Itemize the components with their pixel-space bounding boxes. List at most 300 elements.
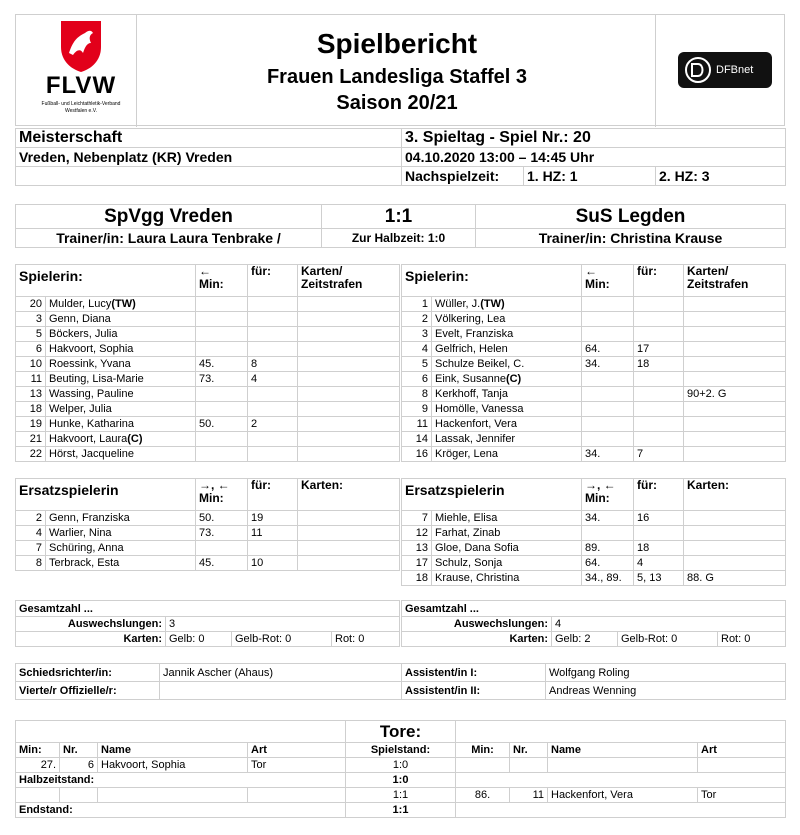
player-name-text: Krause, Christina: [435, 572, 520, 584]
assistant1-label: Assistent/in I:: [402, 664, 546, 682]
player-name-text: Hakvoort, Laura: [49, 433, 128, 445]
player-name: [46, 357, 196, 372]
player-number: 20: [16, 297, 46, 312]
season-title: Saison 20/21: [336, 92, 458, 114]
player-name-text: Hunke, Katharina: [49, 418, 134, 430]
goal-scorer-away: Hackenfort, Vera: [548, 788, 698, 803]
sub-for: [248, 342, 298, 357]
sub-for: [634, 387, 684, 402]
player-name: [46, 297, 196, 312]
goal-scorer: [98, 788, 248, 803]
home-trainer: Trainer/in: Laura Laura Tenbrake /: [16, 229, 322, 248]
timepenalty-label: Zeitstrafen: [687, 277, 749, 291]
cards: [298, 511, 400, 526]
cards: [684, 556, 786, 571]
goal-type: Tor: [248, 758, 346, 773]
final-spacer: [456, 803, 786, 818]
player-name: [432, 556, 582, 571]
player-name-text: Mulder, Lucy: [49, 298, 112, 310]
home-yellowred: Gelb-Rot: 0: [232, 632, 332, 647]
cards: [298, 432, 400, 447]
goals-title: Tore:: [346, 721, 456, 743]
cards: [298, 372, 400, 387]
assistant1-name: Wolfgang Roling: [546, 664, 786, 682]
goal-number: [60, 788, 98, 803]
sub-for: 11: [248, 526, 298, 541]
away-subs-header: Ersatzspielerin: [402, 479, 582, 511]
home-cards-label: Karten:: [16, 632, 166, 647]
player-number: 6: [16, 342, 46, 357]
sub-for: [634, 372, 684, 387]
goal-minute-away: [456, 758, 510, 773]
goal-scorer-away: [548, 758, 698, 773]
player-number: 18: [16, 402, 46, 417]
cards: [298, 447, 400, 462]
away-goal-art-header: Art: [698, 743, 786, 758]
goal-type-away: [698, 758, 786, 773]
player-number: 2: [402, 312, 432, 327]
cards: [298, 541, 400, 556]
away-cards-label: Karten:: [402, 632, 552, 647]
cards: [298, 417, 400, 432]
cards: [298, 387, 400, 402]
goal-type-away: Tor: [698, 788, 786, 803]
table-row: [402, 571, 786, 586]
sub-for: 4: [248, 372, 298, 387]
player-name: [432, 312, 582, 327]
sub-arrows-icon: →, ←: [585, 478, 616, 492]
halftime-spacer: [456, 773, 786, 788]
home-subs-header: Ersatzspielerin: [16, 479, 196, 511]
sub-minute: [196, 387, 248, 402]
goal-minute-away: 86.: [456, 788, 510, 803]
flvw-subtitle-2: Westfalen e.V.: [65, 108, 97, 114]
home-red: Rot: 0: [332, 632, 400, 647]
player-name: [46, 556, 196, 571]
sub-for: [634, 312, 684, 327]
table-row: [402, 417, 786, 432]
sub-minute: 34., 89.: [582, 571, 634, 586]
sub-for: [634, 432, 684, 447]
player-name-text: Eink, Susanne: [435, 373, 506, 385]
player-number: 22: [16, 447, 46, 462]
sub-for: 18: [634, 541, 684, 556]
sub-for: 8: [248, 357, 298, 372]
player-number: 2: [16, 511, 46, 526]
player-name: [46, 432, 196, 447]
min-label: Min:: [199, 277, 224, 291]
sub-minute: [582, 526, 634, 541]
cards: [298, 342, 400, 357]
sub-for: [634, 526, 684, 541]
player-number: 7: [402, 511, 432, 526]
player-number: 4: [402, 342, 432, 357]
timepenalty-label: Zeitstrafen: [301, 277, 363, 291]
player-name-text: Miehle, Elisa: [435, 512, 498, 524]
report-header: [15, 14, 785, 126]
title-block: [136, 15, 656, 127]
player-number: 13: [402, 541, 432, 556]
table-row: [402, 372, 786, 387]
player-name: [432, 297, 582, 312]
cards: [684, 447, 786, 462]
halftime1-added: 1. HZ: 1: [524, 167, 656, 186]
home-subs-count: 3: [166, 617, 400, 632]
player-name: [46, 417, 196, 432]
table-row: [16, 312, 400, 327]
assistant2-name: Andreas Wenning: [546, 682, 786, 700]
sub-minute: [196, 447, 248, 462]
sub-for: [248, 541, 298, 556]
final-score-value: 1:1: [346, 803, 456, 818]
home-sub-min-header: [196, 479, 248, 511]
player-name: [46, 372, 196, 387]
table-row: [16, 387, 400, 402]
flvw-subtitle: Fußball- und Leichtathletik-Verband: [41, 101, 121, 107]
sub-for: [248, 327, 298, 342]
flvw-logo: [26, 19, 136, 123]
home-sub-cards-header: Karten:: [298, 479, 400, 511]
datetime: 04.10.2020 13:00 – 14:45 Uhr: [402, 148, 786, 167]
player-name-text: Homölle, Vanessa: [435, 403, 524, 415]
goal-type: [248, 788, 346, 803]
player-number: 3: [16, 312, 46, 327]
player-number: 4: [16, 526, 46, 541]
table-row: [402, 526, 786, 541]
table-row: [16, 342, 400, 357]
sub-minute: [582, 372, 634, 387]
goal-minute: [16, 788, 60, 803]
home-out-min-header: [196, 265, 248, 297]
officials: [15, 663, 786, 700]
sub-for: 7: [634, 447, 684, 462]
fourth-official-name: [160, 682, 402, 700]
away-sub-min-header: [582, 479, 634, 511]
player-name-text: Terbrack, Esta: [49, 557, 120, 569]
away-sub-for-header: für:: [634, 479, 684, 511]
away-team: SuS Legden: [476, 205, 786, 229]
player-name-text: Kerkhoff, Tanja: [435, 388, 508, 400]
table-row: [402, 357, 786, 372]
table-row: [402, 297, 786, 312]
player-name-text: Gloe, Dana Sofia: [435, 542, 519, 554]
player-name-text: Welper, Julia: [49, 403, 112, 415]
cards: [298, 327, 400, 342]
final-score: 1:1: [322, 205, 476, 229]
empty-cell: [16, 167, 402, 186]
sub-minute: 45.: [196, 556, 248, 571]
table-row: [402, 342, 786, 357]
player-number: 9: [402, 402, 432, 417]
sub-for: [634, 402, 684, 417]
min-label: Min:: [199, 491, 224, 505]
player-number: 6: [402, 372, 432, 387]
cards: [298, 312, 400, 327]
player-name-text: Roessink, Yvana: [49, 358, 131, 370]
away-goal-min-header: Min:: [456, 743, 510, 758]
away-cards-header: [684, 265, 786, 297]
table-row: [16, 327, 400, 342]
player-number: 18: [402, 571, 432, 586]
player-name: [432, 402, 582, 417]
sub-minute: 89.: [582, 541, 634, 556]
player-name: [432, 357, 582, 372]
cards: [684, 312, 786, 327]
sub-minute: 45.: [196, 357, 248, 372]
away-subs: [401, 478, 786, 586]
player-name-text: Evelt, Franziska: [435, 328, 514, 340]
away-total-label: Gesamtzahl ...: [402, 601, 786, 617]
sub-minute: [196, 402, 248, 417]
goal-number: 6: [60, 758, 98, 773]
player-name-text: Hakvoort, Sophia: [49, 343, 134, 355]
player-name-text: Beuting, Lisa-Marie: [49, 373, 144, 385]
min-label: Min:: [585, 277, 610, 291]
sub-minute: [196, 297, 248, 312]
sub-for: 4: [634, 556, 684, 571]
cards: [684, 327, 786, 342]
table-row: [16, 432, 400, 447]
away-player-header: Spielerin:: [402, 265, 582, 297]
table-row: [402, 511, 786, 526]
cards: [298, 526, 400, 541]
player-number: 10: [16, 357, 46, 372]
table-row: [402, 432, 786, 447]
spieltag: 3. Spieltag - Spiel Nr.: 20: [402, 129, 786, 148]
cards: [684, 417, 786, 432]
home-subs-label: Auswechslungen:: [16, 617, 166, 632]
cards: [684, 541, 786, 556]
player-name: [432, 387, 582, 402]
sub-for: 16: [634, 511, 684, 526]
player-name: [432, 372, 582, 387]
player-role-tag: (TW): [480, 298, 505, 310]
table-row: [402, 447, 786, 462]
player-name: [46, 342, 196, 357]
player-name: [432, 447, 582, 462]
sub-minute: [582, 327, 634, 342]
sub-minute: 34.: [582, 357, 634, 372]
home-yellow: Gelb: 0: [166, 632, 232, 647]
sub-minute: [582, 297, 634, 312]
sub-minute: [582, 312, 634, 327]
table-row: [402, 327, 786, 342]
goal-score: 1:1: [346, 788, 456, 803]
dfb-emblem-icon: [684, 56, 712, 84]
sub-minute: [196, 312, 248, 327]
goal-score: 1:0: [346, 758, 456, 773]
sub-minute: [196, 432, 248, 447]
sub-for: 10: [248, 556, 298, 571]
sub-for: [248, 312, 298, 327]
table-row: [16, 541, 400, 556]
assistant2-label: Assistent/in II:: [402, 682, 546, 700]
flvw-wordmark: FLVW: [45, 72, 117, 99]
match-info: [15, 128, 786, 186]
final-score-label: Endstand:: [16, 803, 346, 818]
table-row: [16, 357, 400, 372]
player-number: 3: [402, 327, 432, 342]
cards: [684, 432, 786, 447]
dfbnet-text: DFBnet: [716, 64, 754, 76]
cards: 90+2. G: [684, 387, 786, 402]
sub-minute: 73.: [196, 526, 248, 541]
cards: [684, 357, 786, 372]
table-row: [402, 402, 786, 417]
flvw-crest-icon: [59, 19, 103, 73]
player-name-text: Schulze Beikel, C.: [435, 358, 525, 370]
fourth-official-label: Vierte/r Offizielle/r:: [16, 682, 160, 700]
out-arrow-icon: ←: [199, 264, 212, 278]
player-name-text: Gelfrich, Helen: [435, 343, 508, 355]
goals-table: [15, 720, 786, 818]
sub-for: 17: [634, 342, 684, 357]
halftime-score-label: Halbzeitstand:: [16, 773, 346, 788]
away-sub-cards-header: Karten:: [684, 479, 786, 511]
referee-label: Schiedsrichter/in:: [16, 664, 160, 682]
player-name-text: Lassak, Jennifer: [435, 433, 516, 445]
referee-name: Jannik Ascher (Ahaus): [160, 664, 402, 682]
player-number: 16: [402, 447, 432, 462]
sub-minute: 50.: [196, 417, 248, 432]
player-name-text: Genn, Diana: [49, 313, 111, 325]
player-number: 1: [402, 297, 432, 312]
player-number: 19: [16, 417, 46, 432]
table-row: [16, 556, 400, 571]
home-subs: [15, 478, 400, 571]
goals-spacer-right: [456, 721, 786, 743]
sub-minute: 64.: [582, 342, 634, 357]
player-name: [432, 342, 582, 357]
player-name-text: Warlier, Nina: [49, 527, 112, 539]
player-name: [432, 432, 582, 447]
player-name-text: Schulz, Sonja: [435, 557, 503, 569]
player-number: 11: [402, 417, 432, 432]
halftime-score: Zur Halbzeit: 1:0: [322, 229, 476, 248]
sub-minute: [196, 541, 248, 556]
player-number: 14: [402, 432, 432, 447]
player-name-text: Kröger, Lena: [435, 448, 498, 460]
player-name: [46, 402, 196, 417]
player-name: [46, 541, 196, 556]
player-name: [432, 526, 582, 541]
away-out-min-header: [582, 265, 634, 297]
player-name-text: Genn, Franziska: [49, 512, 130, 524]
dfbnet-logo: [678, 52, 772, 88]
home-total-label: Gesamtzahl ...: [16, 601, 400, 617]
table-row: [402, 556, 786, 571]
table-row: [402, 387, 786, 402]
halftime2-added: 2. HZ: 3: [656, 167, 786, 186]
player-role-tag: (C): [505, 373, 522, 385]
player-name-text: Schüring, Anna: [49, 542, 124, 554]
player-number: 5: [402, 357, 432, 372]
goal-scorer: Hakvoort, Sophia: [98, 758, 248, 773]
table-row: [16, 402, 400, 417]
home-team: SpVgg Vreden: [16, 205, 322, 229]
teams-box: [15, 204, 786, 248]
cards: [684, 511, 786, 526]
nachspielzeit-label: Nachspielzeit:: [402, 167, 524, 186]
away-red: Rot: 0: [718, 632, 786, 647]
sub-for: 5, 13: [634, 571, 684, 586]
player-number: 17: [402, 556, 432, 571]
sub-minute: 34.: [582, 447, 634, 462]
player-name-text: Böckers, Julia: [49, 328, 118, 340]
table-row: [16, 526, 400, 541]
cards: [684, 402, 786, 417]
player-number: 8: [402, 387, 432, 402]
home-goal-name-header: Name: [98, 743, 248, 758]
competition: Meisterschaft: [16, 129, 402, 148]
away-goal-name-header: Name: [548, 743, 698, 758]
home-goal-min-header: Min:: [16, 743, 60, 758]
sub-minute: [582, 432, 634, 447]
sub-for: 19: [248, 511, 298, 526]
table-row: [16, 447, 400, 462]
away-subs-label: Auswechslungen:: [402, 617, 552, 632]
player-number: 21: [16, 432, 46, 447]
league-title: Frauen Landesliga Staffel 3: [266, 66, 528, 88]
player-role-tag: (C): [127, 433, 143, 445]
goal-number-away: [510, 758, 548, 773]
halftime-score-value: 1:0: [346, 773, 456, 788]
away-for-header: für:: [634, 265, 684, 297]
away-lineup: [401, 264, 786, 462]
player-number: 12: [402, 526, 432, 541]
home-goal-nr-header: Nr.: [60, 743, 98, 758]
sub-minute: 73.: [196, 372, 248, 387]
player-name: [46, 312, 196, 327]
table-row: [402, 541, 786, 556]
away-totals: [401, 600, 786, 647]
cards: [298, 297, 400, 312]
player-name-text: Hörst, Jacqueline: [49, 448, 134, 460]
goal-number-away: 11: [510, 788, 548, 803]
sub-for: [634, 297, 684, 312]
player-number: 7: [16, 541, 46, 556]
player-name: [432, 571, 582, 586]
home-goal-art-header: Art: [248, 743, 346, 758]
sub-minute: [582, 417, 634, 432]
sub-minute: 64.: [582, 556, 634, 571]
home-for-header: für:: [248, 265, 298, 297]
player-name: [46, 526, 196, 541]
away-yellow: Gelb: 2: [552, 632, 618, 647]
away-goal-nr-header: Nr.: [510, 743, 548, 758]
venue: Vreden, Nebenplatz (KR) Vreden: [16, 148, 402, 167]
player-name: [432, 327, 582, 342]
sub-for: [248, 402, 298, 417]
sub-for: [248, 432, 298, 447]
player-number: 8: [16, 556, 46, 571]
away-subs-count: 4: [552, 617, 786, 632]
player-name-text: Farhat, Zinab: [435, 527, 501, 539]
cards: [298, 556, 400, 571]
goals-spacer-left: [16, 721, 346, 743]
sub-minute: 34.: [582, 511, 634, 526]
player-name: [432, 417, 582, 432]
sub-for: 18: [634, 357, 684, 372]
goal-minute: 27.: [16, 758, 60, 773]
cards: [684, 297, 786, 312]
player-name: [432, 541, 582, 556]
sub-for: [248, 297, 298, 312]
player-number: 13: [16, 387, 46, 402]
player-name: [46, 387, 196, 402]
sub-for: [248, 387, 298, 402]
player-name: [46, 511, 196, 526]
